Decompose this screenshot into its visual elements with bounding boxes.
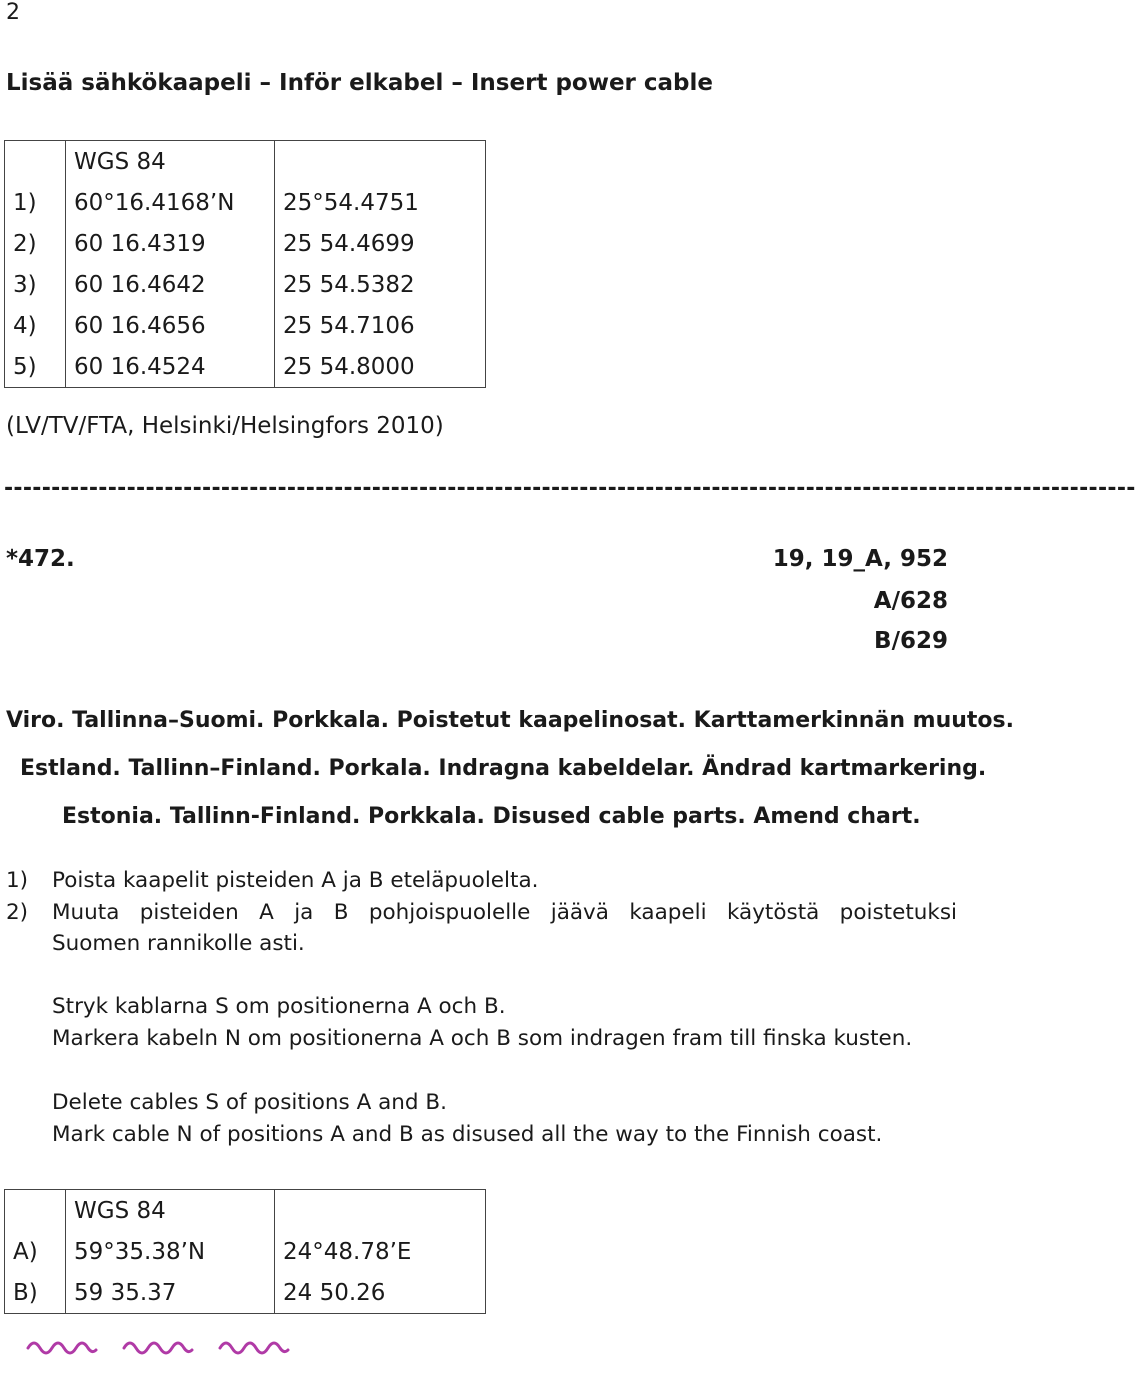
table-cell: 60 16.4642 bbox=[66, 264, 275, 305]
section-title: Lisää sähkökaapeli – Inför elkabel – Insert power cable bbox=[6, 70, 714, 96]
instruction-swedish: Stryk kablarna S om positionerna A och B. bbox=[52, 994, 506, 1019]
table-cell: 3) bbox=[5, 264, 66, 305]
wave-segment bbox=[124, 1343, 192, 1353]
table-cell: B) bbox=[5, 1272, 66, 1314]
affected-charts: A/628 bbox=[873, 588, 948, 614]
table-cell: 59°35.38’N bbox=[66, 1231, 275, 1272]
heading-finnish: Viro. Tallinna–Suomi. Porkkala. Poistetut kaapelinosat. Karttamerkinnän muutos. bbox=[6, 708, 1014, 733]
instruction-swedish: Markera kabeln N om positionerna A och B som indragen fram till finska kusten. bbox=[52, 1026, 913, 1051]
table-cell: A) bbox=[5, 1231, 66, 1272]
table-cell: 60 16.4656 bbox=[66, 305, 275, 346]
table-row bbox=[5, 223, 486, 264]
wave-segment bbox=[28, 1343, 96, 1353]
table-row bbox=[5, 264, 486, 305]
table-cell: 25 54.7106 bbox=[275, 305, 486, 346]
table-cell: 60 16.4524 bbox=[66, 346, 275, 388]
instruction-finnish: Poista kaapelit pisteiden A ja B eteläpuolelta. bbox=[52, 868, 539, 893]
table-cell: 25 54.5382 bbox=[275, 264, 486, 305]
table-row bbox=[5, 305, 486, 346]
instruction-finnish-continued: Suomen rannikolle asti. bbox=[52, 931, 305, 956]
table-cell: 25 54.8000 bbox=[275, 346, 486, 388]
instruction-english: Mark cable N of positions A and B as disused all the way to the Finnish coast. bbox=[52, 1122, 883, 1147]
table-cell: 24 50.26 bbox=[275, 1272, 486, 1314]
table-cell: 24°48.78’E bbox=[275, 1231, 486, 1272]
list-item-number: 1) bbox=[6, 868, 29, 893]
list-item-number: 2) bbox=[6, 900, 29, 925]
table-cell: 25°54.4751 bbox=[275, 182, 486, 223]
table-cell: 1) bbox=[5, 182, 66, 223]
table-cell bbox=[5, 141, 66, 183]
table-header-row bbox=[5, 1190, 486, 1232]
heading-swedish: Estland. Tallinn–Finland. Porkala. Indragna kabeldelar. Ändrad kartmarkering. bbox=[20, 756, 987, 781]
table-row bbox=[5, 1231, 486, 1272]
section-divider: ------------------------------------------------------------------------------------------------------------------------ bbox=[4, 476, 1136, 501]
table-cell bbox=[275, 1190, 486, 1232]
wave-segment bbox=[220, 1343, 288, 1353]
table-cell: WGS 84 bbox=[66, 1190, 275, 1232]
table-cell bbox=[275, 141, 486, 183]
table-row bbox=[5, 346, 486, 388]
table-cell: 59 35.37 bbox=[66, 1272, 275, 1314]
heading-english: Estonia. Tallinn-Finland. Porkkala. Disused cable parts. Amend chart. bbox=[62, 804, 921, 829]
table-cell: 60 16.4319 bbox=[66, 223, 275, 264]
table-row bbox=[5, 182, 486, 223]
table-header-row bbox=[5, 141, 486, 183]
table-cell bbox=[5, 1190, 66, 1232]
table-cell: 2) bbox=[5, 223, 66, 264]
table-cell: 5) bbox=[5, 346, 66, 388]
affected-charts: B/629 bbox=[874, 628, 948, 654]
table-cell: 25 54.4699 bbox=[275, 223, 486, 264]
table-cell: WGS 84 bbox=[66, 141, 275, 183]
disused-cable-wave-icon bbox=[26, 1330, 306, 1360]
coordinates-table-2 bbox=[4, 1189, 486, 1314]
notice-number: *472. bbox=[6, 546, 75, 572]
coordinates-table-1 bbox=[4, 140, 486, 388]
affected-charts: 19, 19_A, 952 bbox=[772, 546, 948, 572]
table-cell: 60°16.4168’N bbox=[66, 182, 275, 223]
instruction-english: Delete cables S of positions A and B. bbox=[52, 1090, 447, 1115]
page-number: 2 bbox=[6, 0, 20, 25]
instruction-finnish: Muuta pisteiden A ja B pohjoispuolelle jäävä kaapeli käytöstä poistetuksi bbox=[52, 900, 957, 925]
table-row bbox=[5, 1272, 486, 1314]
source-note: (LV/TV/FTA, Helsinki/Helsingfors 2010) bbox=[6, 413, 444, 439]
table-cell: 4) bbox=[5, 305, 66, 346]
